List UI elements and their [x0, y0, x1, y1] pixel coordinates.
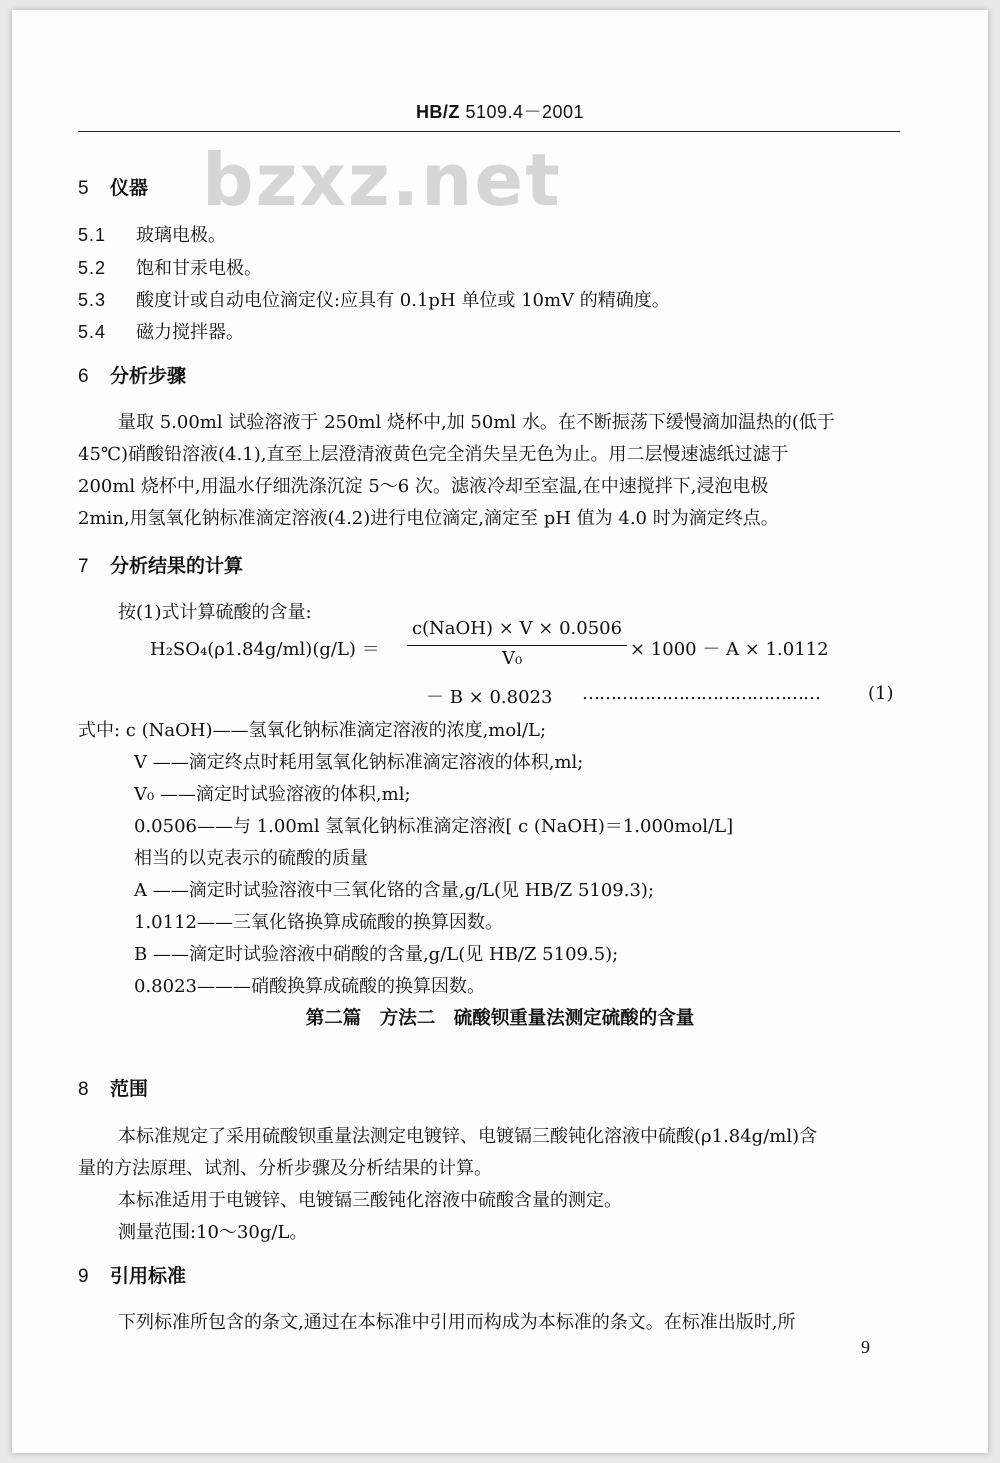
sec6-line-1: 量取 5.00ml 试验溶液于 250ml 烧杯中,加 50ml 水。在不断振荡下缓慢滴加温热的(低于: [118, 412, 835, 433]
formula-lhs: H₂SO₄(ρ1.84g/ml)(g/L) ＝: [150, 639, 380, 660]
def-0-8023: 0.8023———硝酸换算成硫酸的换算因数。: [134, 976, 485, 997]
sec8-line-1: 本标准规定了采用硫酸钡重量法测定电镀锌、电镀镉三酸钝化溶液中硫酸(ρ1.84g/ml)含: [118, 1126, 818, 1147]
section-5-heading: 5 仪器: [78, 177, 149, 199]
formula-leader-dots: ……………………………………: [582, 683, 820, 704]
section-9-heading: 9 引用标准: [78, 1265, 187, 1287]
item-5-3: 5.3 酸度计或自动电位滴定仪:应具有 0.1pH 单位或 10mV 的精确度。: [78, 290, 670, 311]
item-5-4: 5.4 磁力搅拌器。: [78, 322, 244, 343]
sec6-line-3: 200ml 烧杯中,用温水仔细洗涤沉淀 5～6 次。滤液冷却至室温,在中速搅拌下,浸泡电极: [78, 476, 769, 497]
sec8-line-3: 本标准适用于电镀锌、电镀镉三酸钝化溶液中硫酸含量的测定。: [118, 1190, 622, 1211]
fraction-bar: [407, 645, 627, 646]
section-6-heading: 6 分析步骤: [78, 365, 187, 387]
def-0-0506-cont: 相当的以克表示的硫酸的质量: [134, 848, 368, 869]
part-two-title: 第二篇 方法二 硫酸钡重量法测定硫酸的含量: [305, 1008, 695, 1029]
page-number: 9: [861, 1337, 870, 1357]
equation-number: (1): [868, 683, 894, 704]
sec8-line-2: 量的方法原理、试剂、分析步骤及分析结果的计算。: [78, 1158, 492, 1179]
sec8-line-4: 测量范围:10～30g/L。: [118, 1222, 308, 1243]
def-v: V ——滴定终点时耗用氢氧化钠标准滴定溶液的体积,ml;: [134, 752, 584, 773]
item-5-1: 5.1 玻璃电极。: [78, 225, 226, 246]
def-v0: V₀ ——滴定时试验溶液的体积,ml;: [134, 784, 411, 805]
formula-numerator: c(NaOH) × V × 0.0506: [411, 618, 623, 639]
item-5-2: 5.2 饱和甘汞电极。: [78, 258, 262, 279]
header-rule: [78, 131, 900, 132]
sec6-line-2: 45℃)硝酸铅溶液(4.1),直至上层澄清液黄色完全消失呈无色为止。用二层慢速滤纸过滤于: [78, 444, 789, 465]
standard-code-header: HB/Z 5109.4－2001: [415, 102, 585, 122]
watermark: bzxz.net: [202, 138, 562, 222]
section-8-heading: 8 范围: [78, 1078, 149, 1100]
def-0-0506: 0.0506——与 1.00ml 氢氧化钠标准滴定溶液[ c (NaOH)＝1.000mol/L]: [134, 816, 734, 837]
def-1-0112: 1.0112——三氧化铬换算成硫酸的换算因数。: [134, 912, 503, 933]
document-page: [12, 10, 988, 1453]
sec6-line-4: 2min,用氢氧化钠标准滴定溶液(4.2)进行电位滴定,滴定至 pH 值为 4.0 时为滴定终点。: [78, 508, 779, 529]
def-b: B ——滴定时试验溶液中硝酸的含量,g/L(见 HB/Z 5109.5);: [134, 944, 619, 965]
def-c-naoh: 式中: c (NaOH)——氢氧化钠标准滴定溶液的浓度,mol/L;: [78, 720, 547, 741]
section-7-heading: 7 分析结果的计算: [78, 555, 244, 577]
formula-rhs-2: － B × 0.8023: [426, 687, 553, 708]
formula-denominator: V₀: [502, 648, 523, 669]
def-a: A ——滴定时试验溶液中三氧化铬的含量,g/L(见 HB/Z 5109.3);: [134, 880, 655, 901]
formula-rhs-1: × 1000 － A × 1.0112: [630, 639, 829, 660]
sec9-line-1: 下列标准所包含的条文,通过在本标准中引用而构成为本标准的条文。在标准出版时,所: [118, 1312, 796, 1333]
formula-intro: 按(1)式计算硫酸的含量:: [118, 602, 312, 623]
